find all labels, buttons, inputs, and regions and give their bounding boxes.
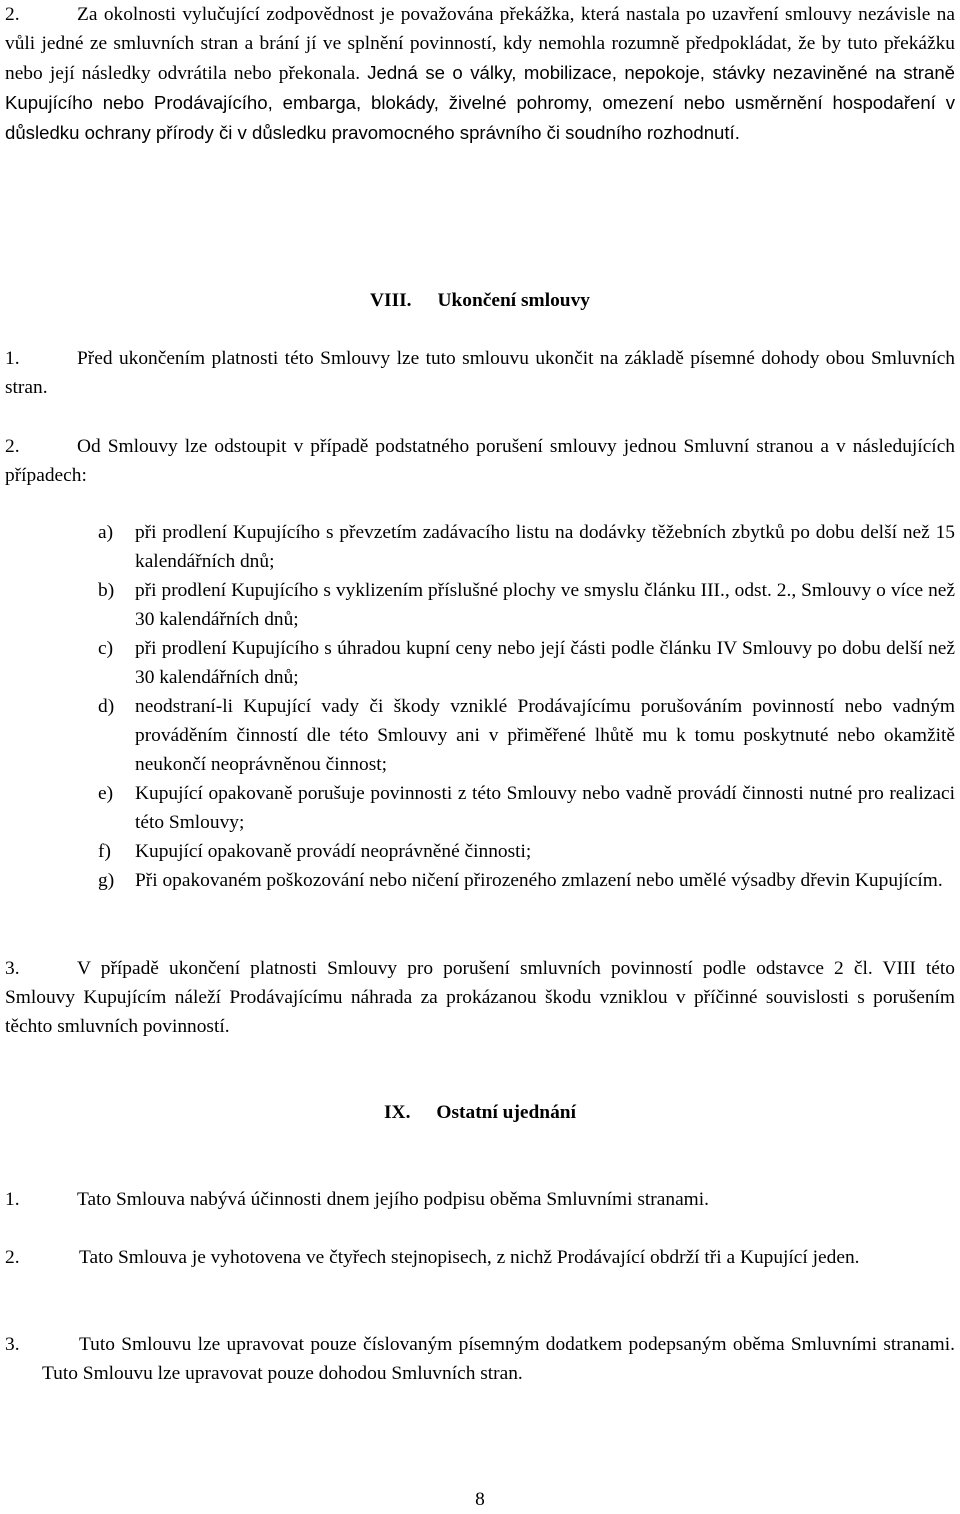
paragraph-text: Tuto Smlouvu lze upravovat pouze číslovaným písemným dodatkem podepsaným oběma Smluvními stranami. Tuto Smlouvu lze upravovat pouze dohodou Smluvních stran. xyxy=(42,1334,955,1384)
paragraph-number: 2. xyxy=(5,4,20,25)
page-number: 8 xyxy=(475,1489,485,1510)
paragraph-text: Tato Smlouva je vyhotovena ve čtyřech stejnopisech, z nichž Prodávající obdrží tři a Kupující jeden. xyxy=(79,1247,860,1268)
paragraph-text: Od Smlouvy lze odstoupit v případě podstatného porušení smlouvy jednou Smluvní stranou a v následujících případech: xyxy=(5,436,955,486)
paragraph-ix-3 xyxy=(5,1330,955,1388)
list-item xyxy=(98,518,955,576)
section-title: Ostatní ujednání xyxy=(436,1102,576,1123)
list-item xyxy=(98,576,955,634)
section-number: VIII. xyxy=(370,290,412,311)
list-item-text: při prodlení Kupujícího s převzetím zadávacího listu na dodávky těžebních zbytků po dobu delší než 15 kalendářních dnů; xyxy=(135,522,955,572)
paragraph-text: Před ukončením platnosti této Smlouvy lze tuto smlouvu ukončit na základě písemné dohody obou Smluvních stran. xyxy=(5,348,955,398)
section-heading-ix xyxy=(0,1098,960,1127)
paragraph-number: 3. xyxy=(5,1334,20,1355)
list-item-text: Při opakovaném poškozování nebo ničení přirozeného zmlazení nebo umělé výsadby dřevin Kupujícím. xyxy=(135,870,943,891)
list-item xyxy=(98,779,955,837)
paragraph-viii-1 xyxy=(5,344,955,402)
list-item xyxy=(98,634,955,692)
list-item-label: c) xyxy=(98,638,114,659)
list-item-text: Kupující opakovaně porušuje povinnosti z této Smlouvy nebo vadně provádí činnosti nutné pro realizaci této Smlouvy; xyxy=(135,783,955,833)
list-item-label: d) xyxy=(98,696,115,717)
section-heading-viii xyxy=(0,286,960,315)
list-item-label: a) xyxy=(98,522,114,543)
paragraph-vii-2 xyxy=(5,0,955,148)
list-item-text: při prodlení Kupujícího s vyklizením příslušné plochy ve smyslu článku III., odst. 2., Smlouvy o více než 30 kalendářních dnů; xyxy=(135,580,955,630)
paragraph-number: 1. xyxy=(5,1189,20,1210)
paragraph-viii-3 xyxy=(5,954,955,1041)
paragraph-number: 1. xyxy=(5,348,20,369)
list-item xyxy=(98,837,955,866)
list-item xyxy=(98,866,955,895)
list-item-text: Kupující opakovaně provádí neoprávněné činnosti; xyxy=(135,841,532,862)
paragraph-text-sans: Jedná se o války, mobilizace, nepokoje, stávky nezaviněné na straně Kupujícího nebo Prodávajícího, embarga, blokády, živelné pohromy, omezení nebo usměrnění hospodaření v důsledku ochrany přírody či v důsledku pravomocného správního či soudního rozhodnutí. xyxy=(5,62,956,143)
list-item-label: e) xyxy=(98,783,114,804)
section-title: Ukončení smlouvy xyxy=(437,290,590,311)
paragraph-ix-1 xyxy=(5,1185,955,1214)
list-item-text: při prodlení Kupujícího s úhradou kupní ceny nebo její části podle článku IV Smlouvy po dobu delší než 30 kalendářních dnů; xyxy=(135,638,955,688)
paragraph-ix-2 xyxy=(5,1243,955,1272)
paragraph-viii-2 xyxy=(5,432,955,490)
section-number: IX. xyxy=(384,1102,411,1123)
list-item-text: neodstraní-li Kupující vady či škody vzniklé Prodávajícímu porušováním povinností nebo vadným prováděním činností dle této Smlouvy ani v přiměřené lhůtě mu k tomu poskytnuté nebo okamžitě neukončí neoprávněnou činnost; xyxy=(135,696,955,775)
termination-reasons-list xyxy=(98,518,955,895)
paragraph-number: 2. xyxy=(5,1247,20,1268)
paragraph-text-serif: Za okolnosti vylučující zodpovědnost je považována překážka, která nastala po uzavření smlouvy nezávisle na vůli jedné ze smluvních stran a brání jí ve splnění povinností, kdy nemohla rozumně předpokládat, že by tuto překážku nebo její následky odvrátila nebo překonala. xyxy=(5,4,955,84)
list-item-label: b) xyxy=(98,580,115,601)
list-item xyxy=(98,692,955,779)
paragraph-number: 3. xyxy=(5,958,20,979)
list-item-label: g) xyxy=(98,870,115,891)
paragraph-number: 2. xyxy=(5,436,20,457)
paragraph-text: V případě ukončení platnosti Smlouvy pro porušení smluvních povinností podle odstavce 2 čl. VIII této Smlouvy Kupujícím náleží Prodávajícímu náhrada za prokázanou škodu vzniklou v příčinné souvislosti s porušením těchto smluvních povinností. xyxy=(5,958,955,1037)
list-item-label: f) xyxy=(98,841,111,862)
paragraph-text: Tato Smlouva nabývá účinnosti dnem jejího podpisu oběma Smluvními stranami. xyxy=(77,1189,709,1210)
